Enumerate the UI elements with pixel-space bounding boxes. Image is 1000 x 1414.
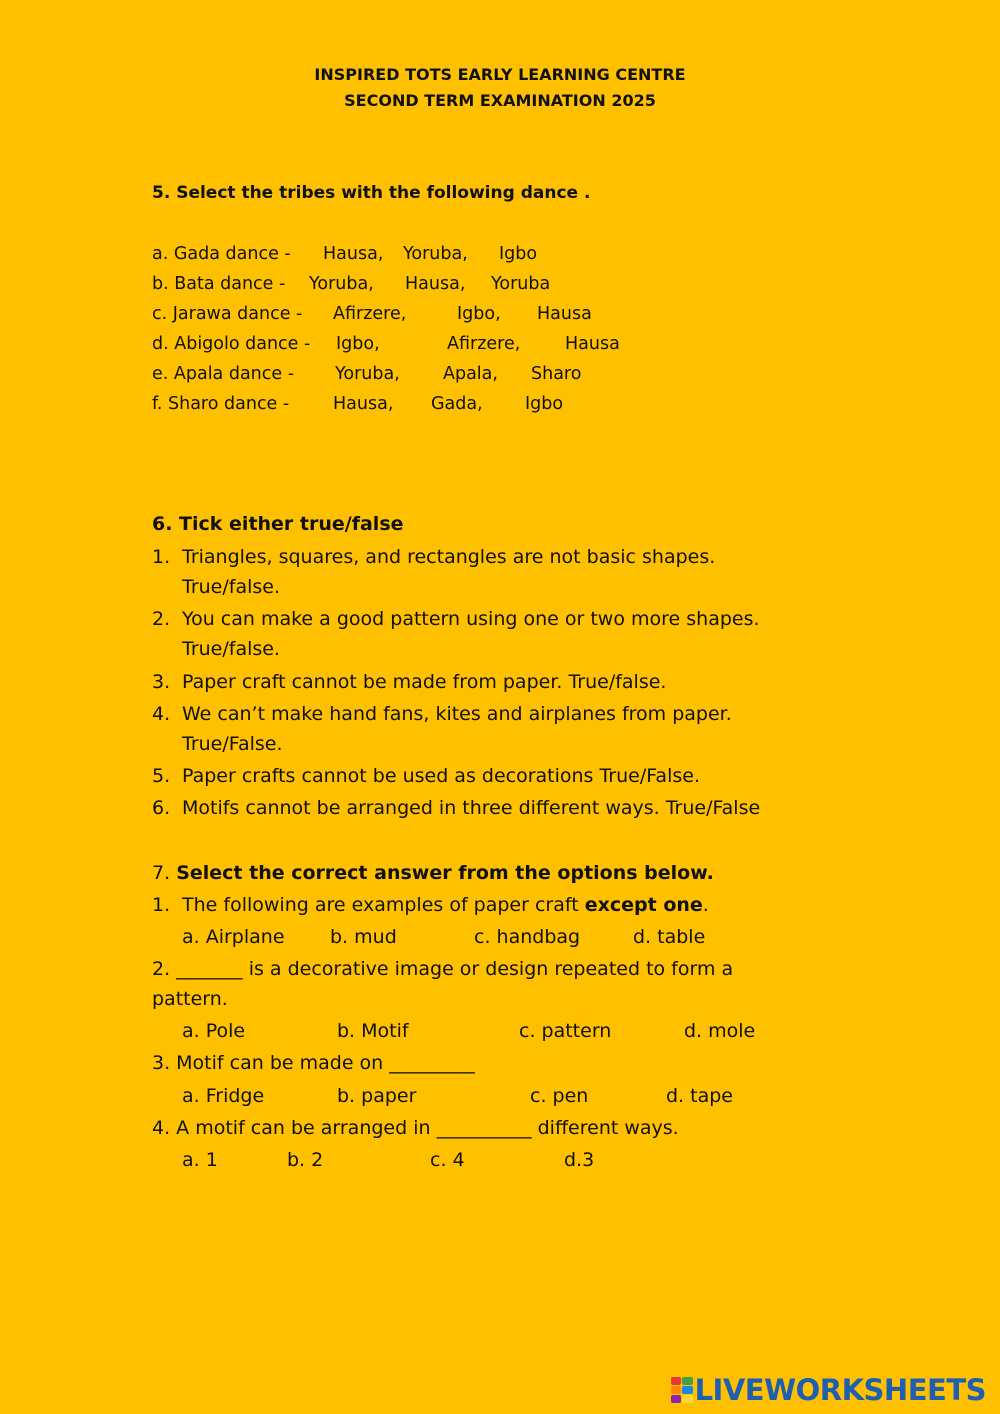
logo-text: LIVEWORKSHEETS — [694, 1373, 986, 1407]
exam-header — [0, 62, 1000, 114]
tribe-option[interactable]: Afirzere, — [447, 334, 521, 354]
option-a[interactable]: a. Airplane — [182, 926, 285, 948]
dance-label: c. Jarawa dance - — [152, 304, 303, 324]
tribe-option[interactable]: Igbo — [499, 244, 538, 264]
tribe-option[interactable]: Gada, — [431, 394, 483, 414]
tribe-option[interactable]: Apala, — [443, 364, 498, 384]
item-number: 5. — [152, 765, 171, 787]
q7-title — [152, 862, 714, 884]
q5-dance-list — [152, 242, 620, 422]
item-text: Triangles, squares, and rectangles are not basic shapes. — [182, 546, 716, 568]
tribe-option[interactable]: Hausa — [565, 334, 620, 354]
tribe-option[interactable]: Sharo — [531, 364, 582, 384]
option-a[interactable]: a. Pole — [182, 1020, 246, 1042]
tribe-option[interactable]: Igbo, — [336, 334, 380, 354]
option-c[interactable]: c. handbag — [474, 926, 581, 948]
true-false-choice[interactable]: True/false. — [182, 576, 280, 598]
dance-label: f. Sharo dance - — [152, 394, 290, 414]
tribe-option[interactable]: Hausa, — [405, 274, 466, 294]
q7-instruction: Select the correct answer from the options below. — [176, 862, 714, 884]
q7-item-2-line2: pattern. — [152, 988, 228, 1010]
q5-title: 5. Select the tribes with the following dance . — [152, 183, 591, 203]
option-b[interactable]: b. 2 — [287, 1149, 324, 1171]
true-false-choice[interactable]: True/False. — [182, 733, 283, 755]
tribe-option[interactable]: Yoruba, — [335, 364, 400, 384]
tribe-option[interactable]: Afirzere, — [333, 304, 407, 324]
item-text: We can’t make hand fans, kites and airplanes from paper. — [182, 703, 732, 725]
q6-title: 6. Tick either true/false — [152, 513, 404, 535]
item-number: 4. — [152, 703, 171, 725]
item-text[interactable]: Motifs cannot be arranged in three different ways. True/False — [182, 797, 761, 819]
q5-row — [152, 302, 592, 332]
item-text: The following are examples of paper craft except one. — [182, 894, 709, 916]
option-a[interactable]: a. Fridge — [182, 1085, 265, 1107]
school-name: INSPIRED TOTS EARLY LEARNING CENTRE — [314, 65, 686, 84]
item-text: You can make a good pattern using one or two more shapes. — [182, 608, 760, 630]
q5-row — [152, 392, 564, 422]
tribe-option[interactable]: Igbo, — [457, 304, 501, 324]
option-d[interactable]: d. tape — [666, 1085, 733, 1107]
dance-label: d. Abigolo dance - — [152, 334, 311, 354]
item-number: 1. — [152, 546, 171, 568]
tribe-option[interactable]: Yoruba, — [309, 274, 374, 294]
tribe-option[interactable]: Hausa — [537, 304, 592, 324]
option-d[interactable]: d. mole — [684, 1020, 756, 1042]
q7-item-2-line1: 2. _______ is a decorative image or design repeated to form a — [152, 958, 734, 980]
option-d[interactable]: d. table — [633, 926, 706, 948]
q7-item-3: 3. Motif can be made on _________ — [152, 1052, 475, 1074]
option-b[interactable]: b. Motif — [337, 1020, 409, 1042]
q5-row — [152, 362, 582, 392]
option-c[interactable]: c. pattern — [519, 1020, 612, 1042]
tribe-option[interactable]: Igbo — [525, 394, 564, 414]
liveworksheets-logo-icon — [671, 1377, 693, 1403]
option-c[interactable]: c. pen — [530, 1085, 589, 1107]
option-c[interactable]: c. 4 — [430, 1149, 465, 1171]
q7-number: 7. — [152, 862, 171, 884]
item-number: 2. — [152, 608, 171, 630]
q5-row — [152, 272, 551, 302]
item-text[interactable]: Paper craft cannot be made from paper. True/false. — [182, 671, 667, 693]
q5-row — [152, 332, 620, 362]
q7-item-4: 4. A motif can be arranged in __________ different ways. — [152, 1117, 679, 1139]
liveworksheets-logo — [671, 1373, 986, 1407]
dance-label: e. Apala dance - — [152, 364, 295, 384]
tribe-option[interactable]: Yoruba, — [403, 244, 468, 264]
dance-label: a. Gada dance - — [152, 244, 291, 264]
item-text[interactable]: Paper crafts cannot be used as decorations True/False. — [182, 765, 700, 787]
q5-row — [152, 242, 538, 272]
option-b[interactable]: b. paper — [337, 1085, 417, 1107]
exam-title: SECOND TERM EXAMINATION 2025 — [344, 91, 656, 110]
item-number: 3. — [152, 671, 171, 693]
option-b[interactable]: b. mud — [330, 926, 397, 948]
item-number: 6. — [152, 797, 171, 819]
tribe-option[interactable]: Hausa, — [333, 394, 394, 414]
dance-label: b. Bata dance - — [152, 274, 286, 294]
tribe-option[interactable]: Yoruba — [491, 274, 551, 294]
true-false-choice[interactable]: True/false. — [182, 638, 280, 660]
option-a[interactable]: a. 1 — [182, 1149, 218, 1171]
tribe-option[interactable]: Hausa, — [323, 244, 384, 264]
option-d[interactable]: d.3 — [564, 1149, 595, 1171]
item-number: 1. — [152, 894, 171, 916]
